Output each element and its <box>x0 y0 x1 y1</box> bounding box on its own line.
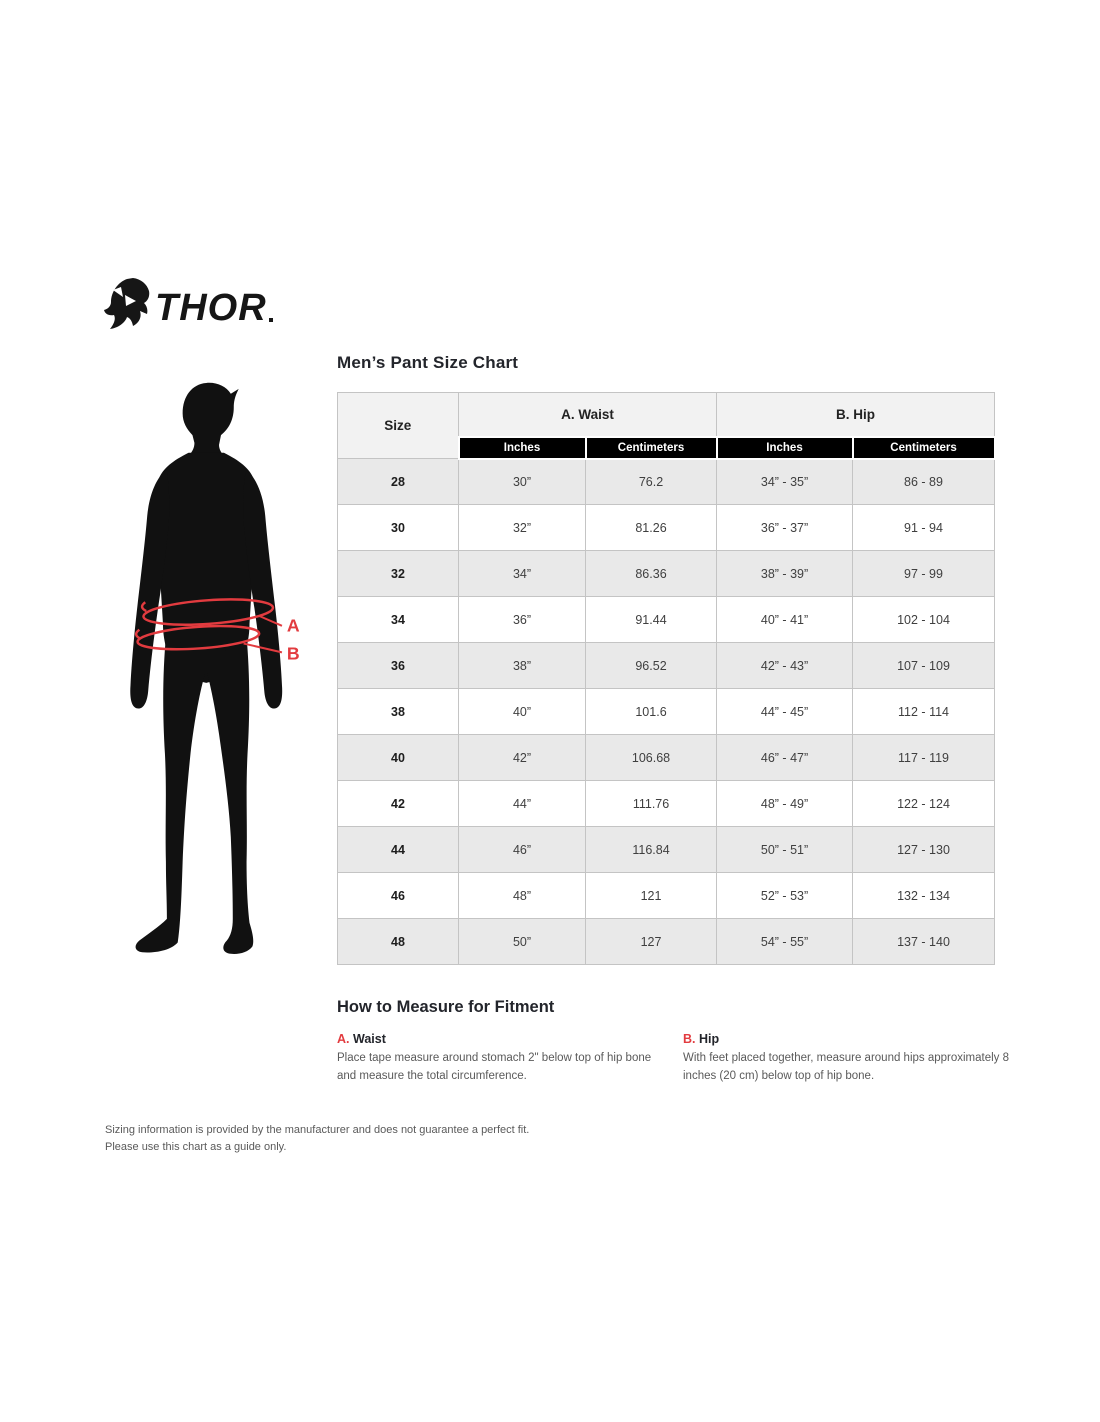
hip-cm-cell: 112 - 114 <box>853 689 995 735</box>
measure-hip-name: Hip <box>698 1032 720 1046</box>
hip-inches-header: Inches <box>717 437 853 459</box>
hip-in-cell: 46” - 47” <box>717 735 853 781</box>
male-silhouette <box>130 383 282 954</box>
hip-cm-cell: 117 - 119 <box>853 735 995 781</box>
waist-in-cell: 40” <box>459 689 586 735</box>
waist-in-cell: 46” <box>459 827 586 873</box>
waist-in-cell: 48” <box>459 873 586 919</box>
body-measurement-figure <box>120 380 320 970</box>
measure-hip-text: With feet placed together, measure around hips approximately 8 inches (20 cm) below top of hip bone. <box>683 1052 1010 1082</box>
measure-instruction-hip <box>683 1032 1013 1086</box>
measure-hip-heading <box>683 1032 1013 1046</box>
hip-cm-cell: 122 - 124 <box>853 781 995 827</box>
waist-label-a: A <box>286 615 300 636</box>
waist-inches-header: Inches <box>459 437 586 459</box>
waist-cm-cell: 121 <box>586 873 717 919</box>
table-row <box>338 827 995 873</box>
size-cell: 48 <box>338 919 459 965</box>
waist-cm-cell: 111.76 <box>586 781 717 827</box>
measure-waist-heading <box>337 1032 667 1046</box>
hip-cm-cell: 91 - 94 <box>853 505 995 551</box>
hip-in-cell: 38” - 39” <box>717 551 853 597</box>
hip-centimeters-header: Centimeters <box>853 437 995 459</box>
hip-in-cell: 54” - 55” <box>717 919 853 965</box>
hip-in-cell: 50” - 51” <box>717 827 853 873</box>
disclaimer-line-1: Sizing information is provided by the manufacturer and does not guarantee a perfect fit. <box>105 1124 530 1136</box>
hip-cm-cell: 132 - 134 <box>853 873 995 919</box>
waist-in-cell: 36” <box>459 597 586 643</box>
size-chart-table <box>337 392 996 965</box>
table-row <box>338 781 995 827</box>
waist-cm-cell: 101.6 <box>586 689 717 735</box>
table-row <box>338 643 995 689</box>
size-cell: 28 <box>338 459 459 505</box>
waist-column-header: A. Waist <box>459 393 717 437</box>
size-column-header: Size <box>338 393 459 459</box>
table-row <box>338 597 995 643</box>
table-header-row <box>338 393 995 437</box>
page-title: Men’s Pant Size Chart <box>337 353 519 372</box>
disclaimer-line-2: Please use this chart as a guide only. <box>105 1141 287 1154</box>
measure-waist-text: Place tape measure around stomach 2" below top of hip bone and measure the total circumference. <box>337 1052 652 1082</box>
size-chart-body <box>338 459 995 965</box>
table-row <box>338 873 995 919</box>
waist-cm-cell: 106.68 <box>586 735 717 781</box>
how-to-measure-title: How to Measure for Fitment <box>337 998 555 1016</box>
hip-cm-cell: 86 - 89 <box>853 459 995 505</box>
table-row <box>338 551 995 597</box>
thor-logo-graphic <box>103 276 278 332</box>
size-cell: 46 <box>338 873 459 919</box>
waist-cm-cell: 76.2 <box>586 459 717 505</box>
waist-cm-cell: 127 <box>586 919 717 965</box>
waist-cm-cell: 86.36 <box>586 551 717 597</box>
waist-cm-cell: 96.52 <box>586 643 717 689</box>
brand-logo <box>103 276 278 332</box>
size-cell: 34 <box>338 597 459 643</box>
waist-in-cell: 44” <box>459 781 586 827</box>
hip-in-cell: 40” - 41” <box>717 597 853 643</box>
size-cell: 36 <box>338 643 459 689</box>
male-silhouette-graphic <box>120 380 320 970</box>
table-row <box>338 505 995 551</box>
waist-in-cell: 42” <box>459 735 586 781</box>
thor-logo-text: THOR <box>155 287 267 329</box>
hip-in-cell: 34” - 35” <box>717 459 853 505</box>
measure-instruction-waist <box>337 1032 667 1086</box>
hip-in-cell: 52” - 53” <box>717 873 853 919</box>
hip-in-cell: 48” - 49” <box>717 781 853 827</box>
measure-waist-letter: A. <box>337 1032 350 1046</box>
sizing-disclaimer <box>105 1122 529 1156</box>
table-row <box>338 919 995 965</box>
thor-goat-icon <box>104 278 149 329</box>
hip-column-header: B. Hip <box>717 393 995 437</box>
hip-cm-cell: 102 - 104 <box>853 597 995 643</box>
logo-trademark-dot <box>269 318 273 322</box>
size-cell: 42 <box>338 781 459 827</box>
waist-cm-cell: 81.26 <box>586 505 717 551</box>
waist-in-cell: 34” <box>459 551 586 597</box>
waist-cm-cell: 91.44 <box>586 597 717 643</box>
hip-in-cell: 36” - 37” <box>717 505 853 551</box>
table-row <box>338 689 995 735</box>
waist-in-cell: 50” <box>459 919 586 965</box>
size-cell: 44 <box>338 827 459 873</box>
waist-centimeters-header: Centimeters <box>586 437 717 459</box>
size-cell: 32 <box>338 551 459 597</box>
waist-cm-cell: 116.84 <box>586 827 717 873</box>
measure-waist-name: Waist <box>352 1032 386 1046</box>
size-cell: 30 <box>338 505 459 551</box>
waist-in-cell: 32” <box>459 505 586 551</box>
hip-cm-cell: 97 - 99 <box>853 551 995 597</box>
hip-label-b: B <box>286 643 300 664</box>
table-row <box>338 459 995 505</box>
hip-in-cell: 42” - 43” <box>717 643 853 689</box>
size-cell: 38 <box>338 689 459 735</box>
hip-cm-cell: 107 - 109 <box>853 643 995 689</box>
table-row <box>338 735 995 781</box>
hip-in-cell: 44” - 45” <box>717 689 853 735</box>
waist-in-cell: 30” <box>459 459 586 505</box>
size-cell: 40 <box>338 735 459 781</box>
waist-in-cell: 38” <box>459 643 586 689</box>
hip-cm-cell: 127 - 130 <box>853 827 995 873</box>
measure-hip-letter: B. <box>683 1032 696 1046</box>
hip-cm-cell: 137 - 140 <box>853 919 995 965</box>
